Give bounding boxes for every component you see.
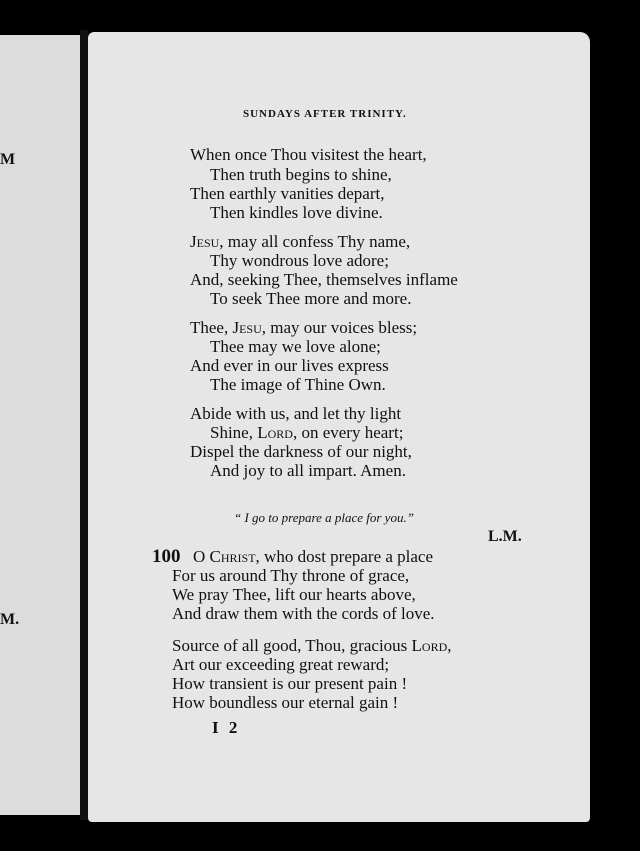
verse-line: How transient is our present pain !	[172, 674, 408, 693]
book-page	[88, 32, 590, 822]
left-page-fragment: M	[0, 151, 16, 168]
verse-line: Thee may we love alone;	[210, 337, 381, 356]
verse-line: Then earthly vanities depart,	[190, 184, 385, 203]
verse-line: Then kindles love divine.	[210, 203, 383, 222]
verse-line: Abide with us, and let thy light	[190, 404, 402, 423]
left-page-fragment: M.	[0, 611, 20, 628]
verse-line: Jesu, may all confess Thy name,	[190, 232, 411, 251]
verse-line: Shine, Lord, on every heart;	[210, 423, 404, 442]
hymn-epigraph: “ I go to prepare a place for you.”	[234, 510, 414, 525]
hymn-number: 100	[152, 546, 181, 567]
verse-line: Source of all good, Thou, gracious Lord,	[172, 636, 452, 655]
verse-line: And draw them with the cords of love.	[172, 604, 435, 623]
verse-line: And, seeking Thee, themselves inflame	[190, 270, 458, 289]
verse-line: When once Thou visitest the heart,	[190, 145, 427, 164]
left-page-edge	[0, 35, 80, 815]
verse-line: Art our exceeding great reward;	[172, 655, 390, 674]
verse-line: How boundless our eternal gain !	[172, 693, 399, 712]
verse-line: For us around Thy throne of grace,	[172, 566, 410, 585]
running-header: SUNDAYS AFTER TRINITY.	[243, 108, 407, 120]
verse-line: And ever in our lives express	[190, 356, 389, 375]
verse-line: We pray Thee, lift our hearts above,	[172, 585, 416, 604]
verse-line: To seek Thee more and more.	[210, 289, 412, 308]
signature-mark: I 2	[212, 718, 241, 737]
verse-line: Dispel the darkness of our night,	[190, 442, 412, 461]
verse-line: Then truth begins to shine,	[210, 165, 392, 184]
book-gutter	[80, 30, 88, 820]
verse-line: And joy to all impart. Amen.	[210, 461, 406, 480]
verse-line: Thee, Jesu, may our voices bless;	[190, 318, 418, 337]
verse-line: O Christ, who dost prepare a place	[193, 547, 434, 566]
verse-line: The image of Thine Own.	[210, 375, 386, 394]
hymn-meter: L.M.	[488, 528, 522, 545]
verse-line: Thy wondrous love adore;	[210, 251, 389, 270]
